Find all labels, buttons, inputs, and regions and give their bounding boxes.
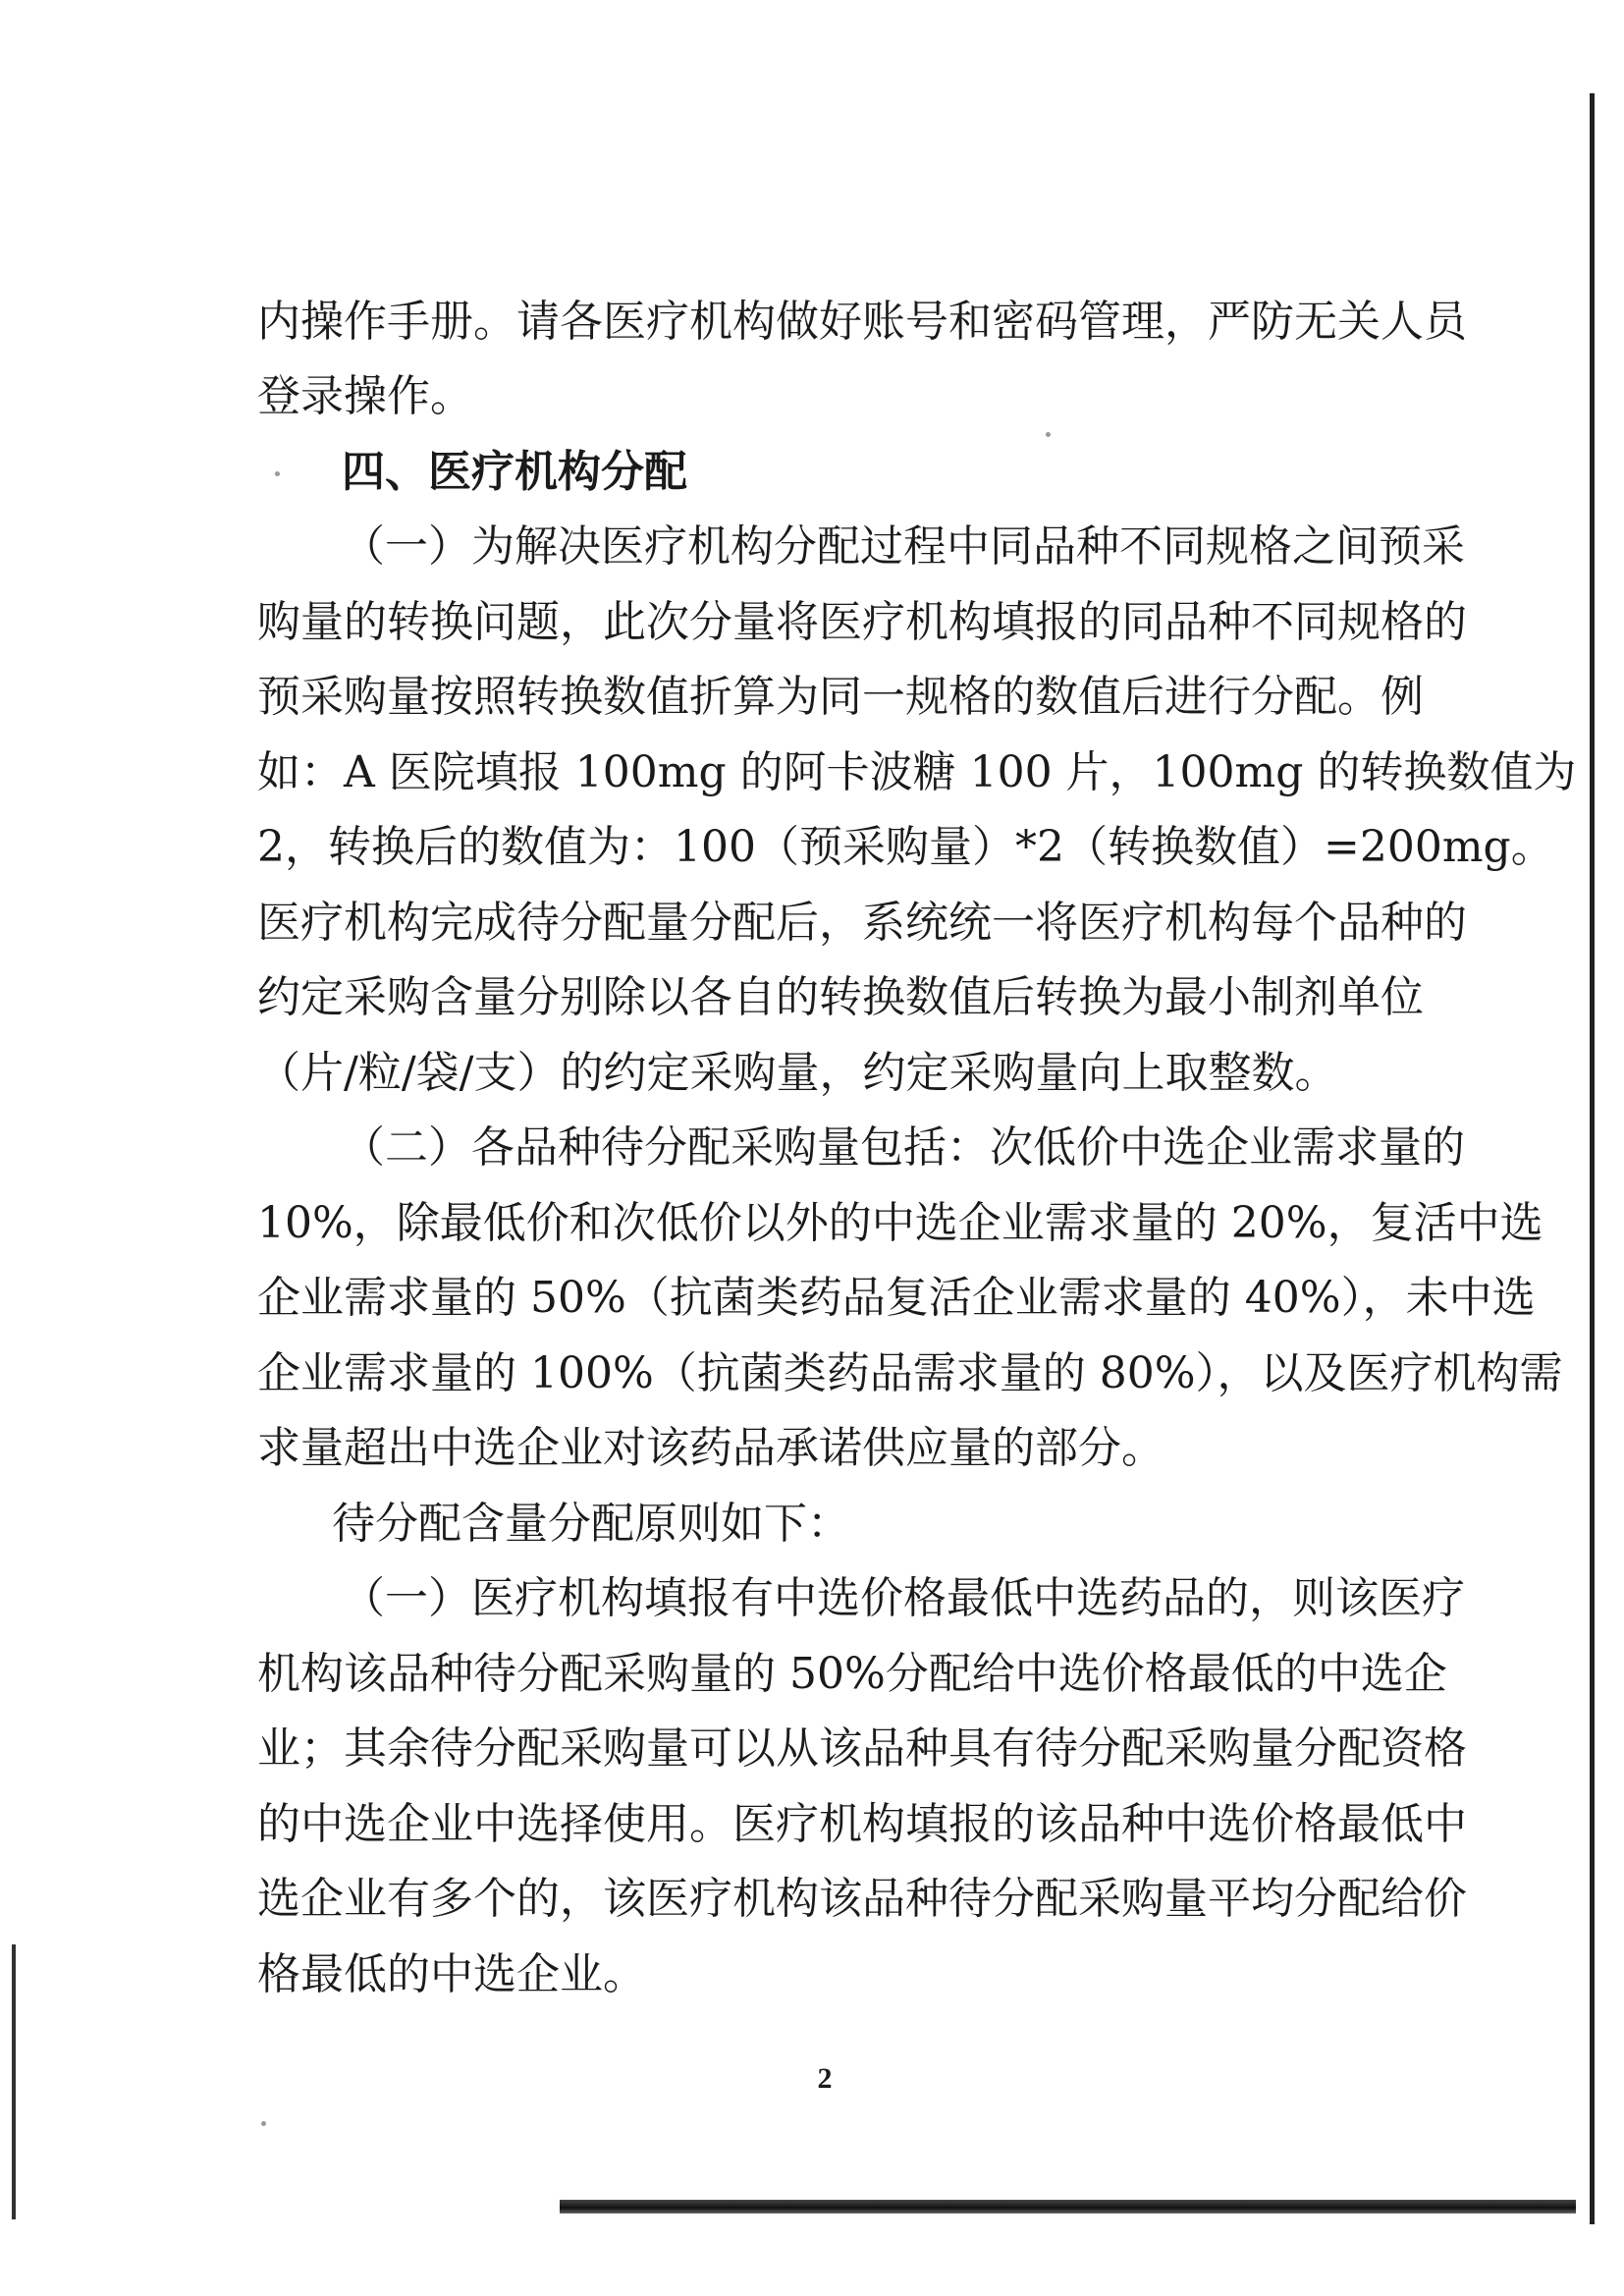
paragraph-line: 内操作手册。请各医疗机构做好账号和密码管理，严防无关人员 — [257, 297, 1467, 347]
paragraph-line: 机构该品种待分配采购量的 50%分配给中选价格最低的中选企 — [257, 1649, 1447, 1699]
scan-speck — [261, 2121, 266, 2126]
paragraph-line: 医疗机构完成待分配量分配后，系统统一将医疗机构每个品种的 — [257, 898, 1467, 948]
paragraph-line: 登录操作。 — [257, 371, 473, 421]
paragraph-line: （一）医疗机构填报有中选价格最低中选药品的，则该医疗 — [342, 1573, 1465, 1623]
paragraph-line: 求量超出中选企业对该药品承诺供应量的部分。 — [257, 1423, 1164, 1473]
paragraph-line: 的中选企业中选择使用。医疗机构填报的该品种中选价格最低中 — [257, 1799, 1467, 1849]
paragraph-line: （二）各品种待分配采购量包括：次低价中选企业需求量的 — [342, 1122, 1465, 1173]
paragraph-line: 如：A 医院填报 100mg 的阿卡波糖 100 片，100mg 的转换数值为 — [257, 747, 1577, 797]
paragraph-line: 企业需求量的 50%（抗菌类药品复活企业需求量的 40%），未中选 — [257, 1273, 1536, 1323]
paragraph-line: 业；其余待分配采购量可以从该品种具有待分配采购量分配资格 — [257, 1723, 1467, 1774]
scan-border-bottom — [560, 2200, 1576, 2214]
paragraph-line: （一）为解决医疗机构分配过程中同品种不同规格之间预采 — [342, 521, 1465, 572]
paragraph-line: 待分配含量分配原则如下： — [332, 1499, 850, 1549]
paragraph-line: 预采购量按照转换数值折算为同一规格的数值后进行分配。例 — [257, 672, 1424, 722]
paragraph-line: 购量的转换问题，此次分量将医疗机构填报的同品种不同规格的 — [257, 597, 1467, 647]
paragraph-line: （片/粒/袋/支）的约定采购量，约定采购量向上取整数。 — [257, 1048, 1338, 1098]
page-number: 2 — [817, 2062, 833, 2095]
paragraph-line: 企业需求量的 100%（抗菌类药品需求量的 80%），以及医疗机构需 — [257, 1348, 1563, 1398]
section-heading: 四、医疗机构分配 — [342, 447, 687, 497]
paragraph-line: 约定采购含量分别除以各自的转换数值后转换为最小制剂单位 — [257, 972, 1424, 1022]
paragraph-line: 10%，除最低价和次低价以外的中选企业需求量的 20%，复活中选 — [257, 1198, 1543, 1248]
scan-speck — [275, 471, 280, 476]
paragraph-line: 选企业有多个的，该医疗机构该品种待分配采购量平均分配给价 — [257, 1874, 1467, 1924]
paragraph-line: 2，转换后的数值为：100（预采购量）*2（转换数值）=200mg。 — [257, 822, 1554, 872]
paragraph-line: 格最低的中选企业。 — [257, 1949, 646, 1999]
scan-border-left — [12, 1944, 16, 2219]
scan-border-right — [1590, 93, 1595, 2224]
